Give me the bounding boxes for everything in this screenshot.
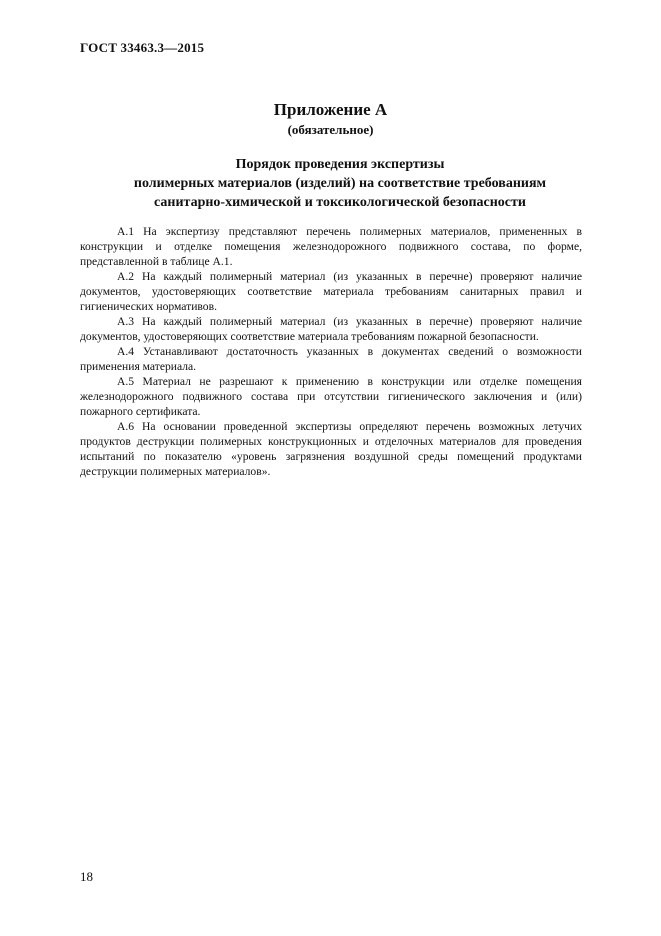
appendix-heading: [90, 155, 590, 212]
paragraph-a6: А.6 На основании проведенной экспертизы определяют перечень возможных летучих продуктов деструкции полимерных конструкционных и отделочных материалов для проведения испытаний по показателю «уровень загрязнения воздушной среды помещений продуктами деструкции полимерных материалов».: [80, 420, 582, 478]
paragraph-a2: А.2 На каждый полимерный материал (из указанных в перечне) проверяют наличие документов, удостоверяющих соответствие материала требованиям санитарных правил и гигиенических нормативов.: [80, 270, 582, 313]
paragraph-a1: А.1 На экспертизу представляют перечень полимерных материалов, примененных в конструкции и отделке помещения железнодорожного подвижного состава, по форме, представленной в таблице А.1.: [80, 225, 582, 268]
appendix-body: [80, 224, 582, 479]
appendix-subtitle: (обязательное): [287, 122, 374, 137]
appendix-heading-line-1: Порядок проведения экспертизы: [235, 157, 445, 172]
appendix-heading-line-2: полимерных материалов (изделий) на соответствие требованиям: [133, 176, 547, 191]
paragraph-a3: А.3 На каждый полимерный материал (из указанных в перечне) проверяют наличие документов, удостоверяющих соответствие материала требованиям пожарной безопасности.: [80, 315, 582, 343]
appendix-title: Приложение А: [273, 100, 388, 119]
paragraph-a4: А.4 Устанавливают достаточность указанных в документах сведений о возможности применения материала.: [80, 345, 582, 373]
paragraph-a5: А.5 Материал не разрешают к применению в конструкции или отделке помещения железнодорожного подвижного состава при отсутствии гигиенического заключения и (или) пожарного сертификата.: [80, 375, 582, 418]
document-header-code: ГОСТ 33463.3—2015: [80, 40, 205, 55]
page-number: 18: [80, 869, 93, 884]
appendix-heading-line-3: санитарно-химической и токсикологической безопасности: [154, 195, 526, 210]
